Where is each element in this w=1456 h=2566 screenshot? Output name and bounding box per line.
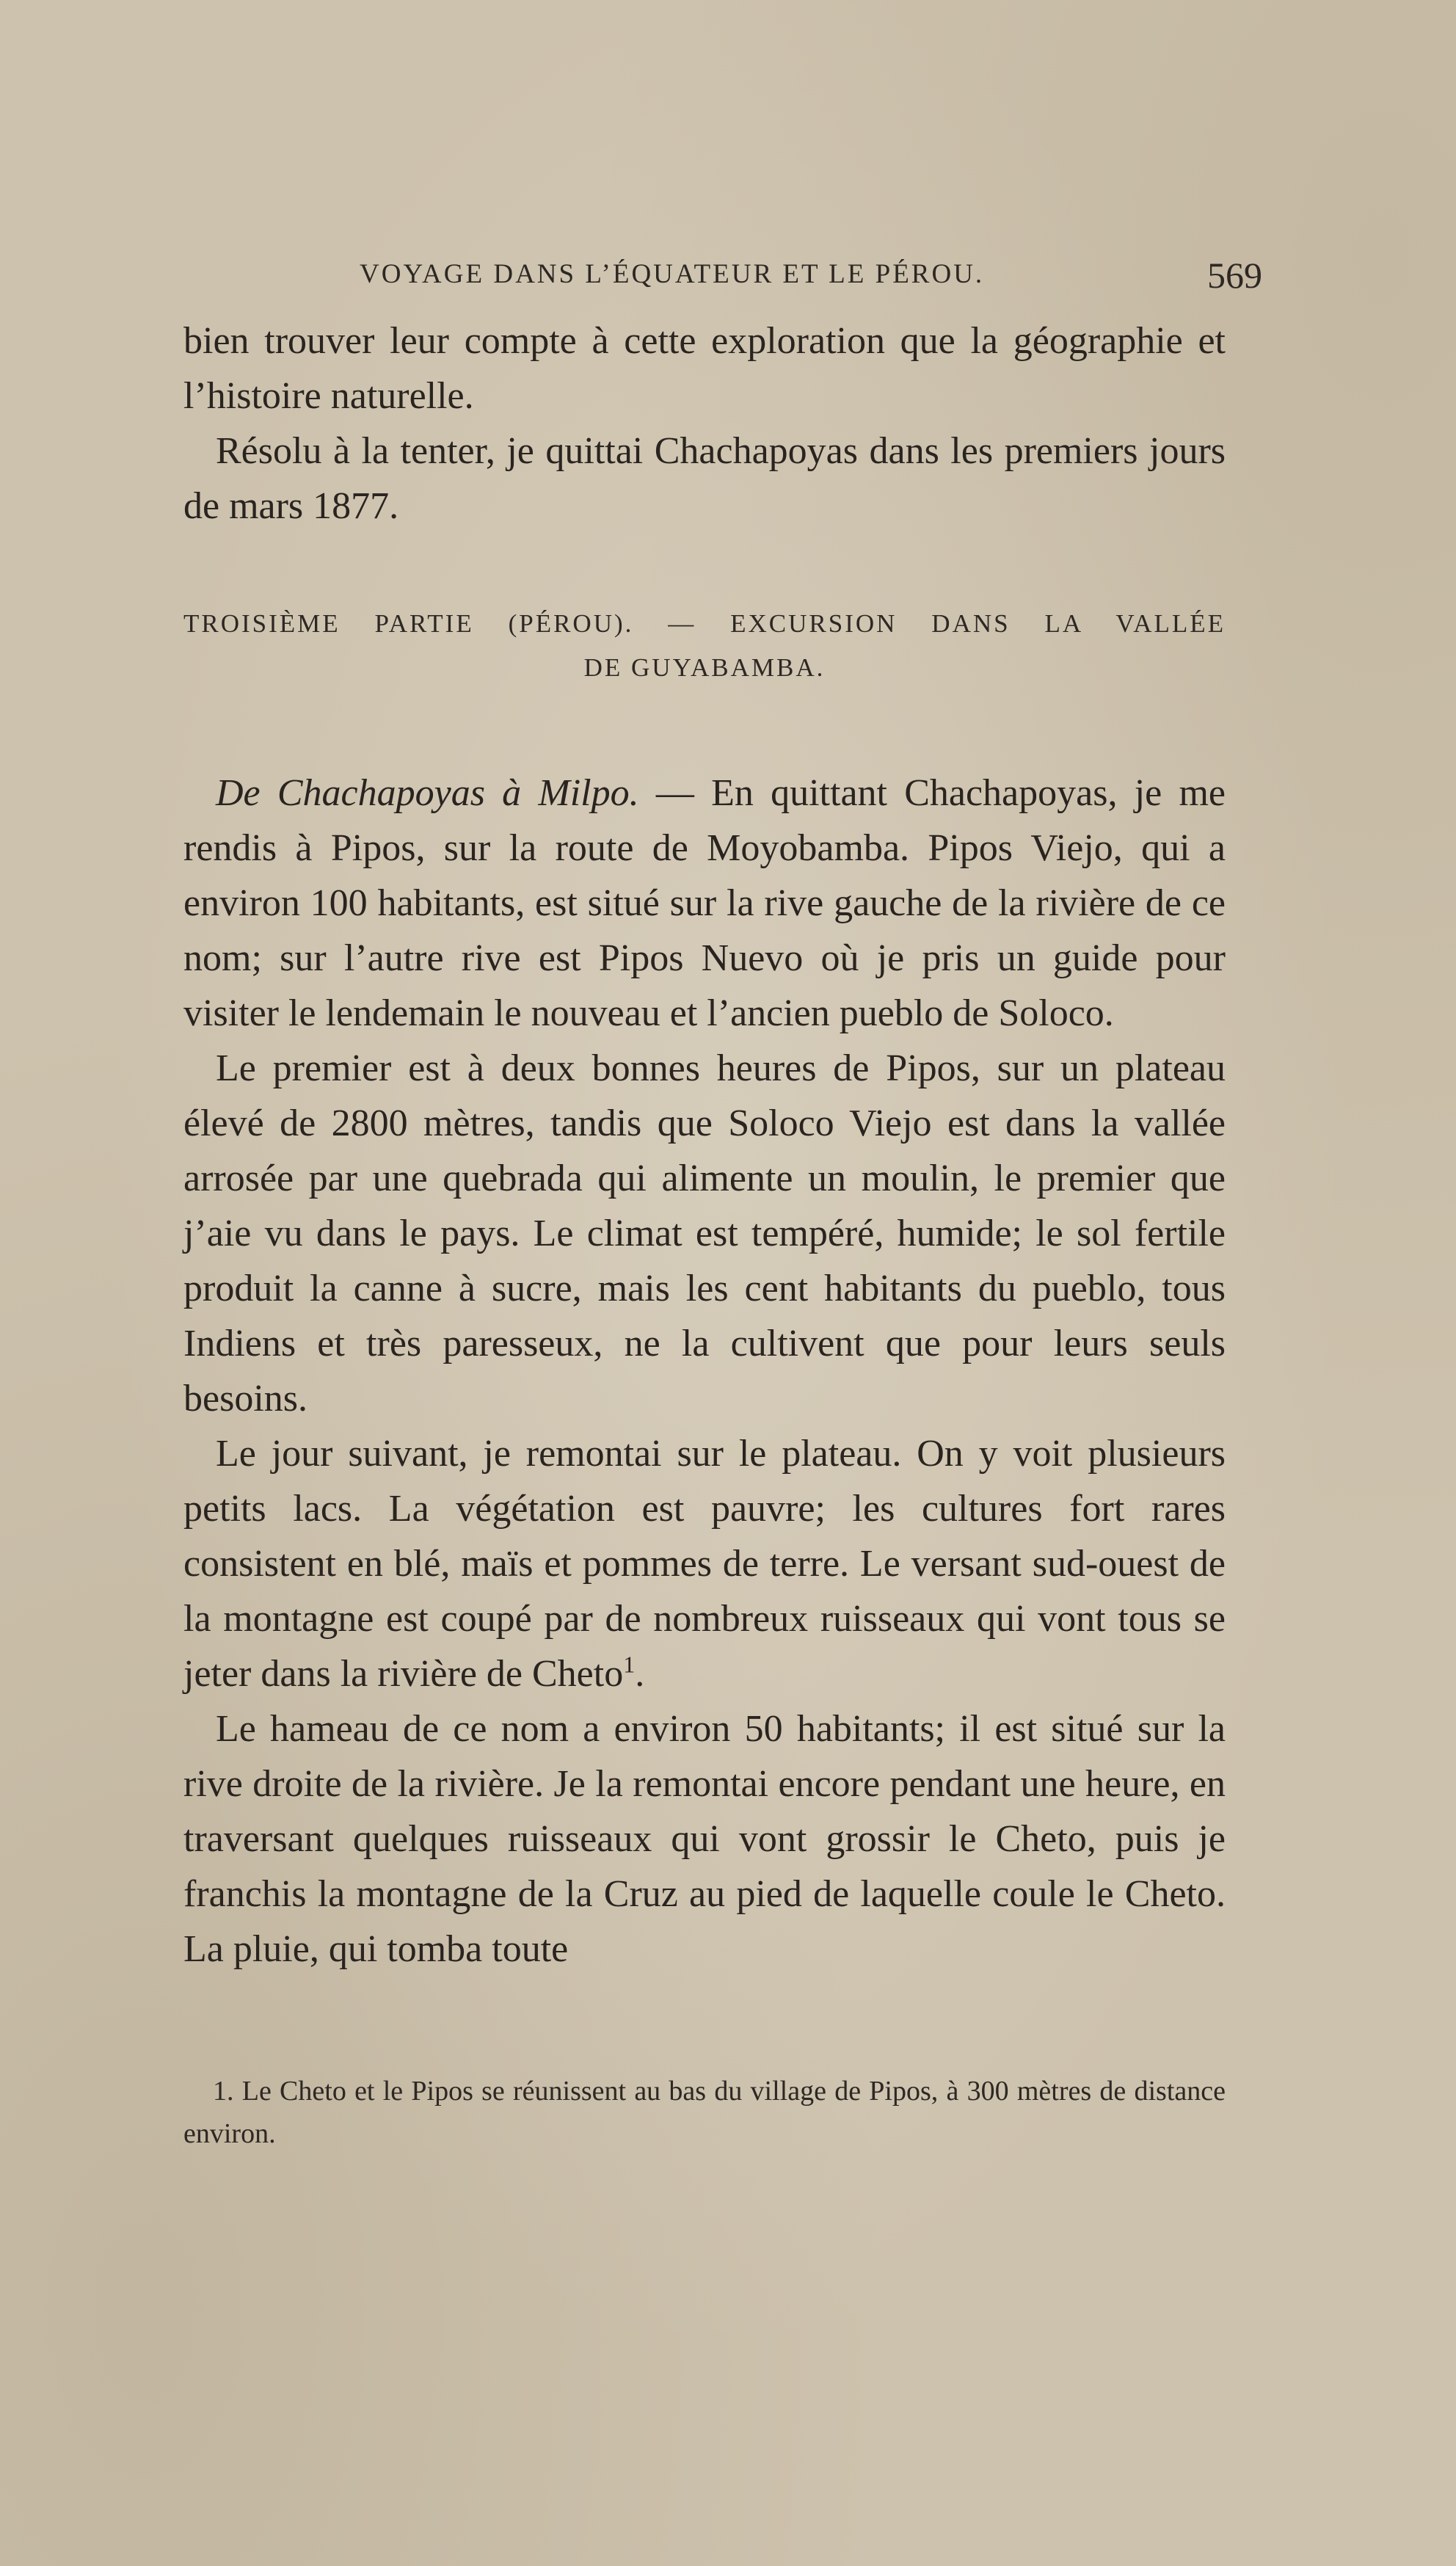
intro-paragraph-2: Résolu à la tenter, je quittai Chachapoyas dans les premiers jours de mars 1877. [183, 430, 1226, 527]
page-number: 569 [1207, 255, 1262, 296]
body-paragraph-1 [183, 766, 1226, 1041]
body-paragraph-1-text: — En quittant Chachapoyas, je me rendis à Pipos, sur la route de Moyobamba. Pipos Viejo, qui a environ 100 habitants, est situé sur la rive gauche de la rivière de ce nom; sur l’autre rive est Pipos Nuevo où je pris un guide pour visiter le lendemain le nouveau et l’ancien pueblo de Soloco. [183, 772, 1226, 1034]
body-paragraph-3-end: . [635, 1653, 645, 1695]
intro-paragraph-1: bien trouver leur compte à cette exploration que la géographie et l’histoire naturelle. [183, 320, 1226, 417]
section-heading-line-1: TROISIÈME PARTIE (PÉROU). — EXCURSION DANS LA VALLÉE [183, 609, 1226, 638]
subsection-title: De Chachapoyas à Milpo. [216, 772, 639, 814]
body-paragraph-4: Le hameau de ce nom a environ 50 habitants; il est situé sur la rive droite de la rivière. Je la remontai encore pendant une heure, en traversant quelques ruisseaux qui vont grossir le Cheto, puis je franchis la montagne de la Cruz au pied de laquelle coule le Cheto. La pluie, qui tomba toute [183, 1708, 1226, 1970]
body-paragraph-3 [183, 1426, 1226, 1701]
main-text [183, 766, 1226, 1977]
section-heading-line-2: DE GUYABAMBA. [583, 653, 826, 682]
running-title: VOYAGE DANS L’ÉQUATEUR ET LE PÉROU. [360, 259, 985, 289]
intro-text [183, 313, 1226, 534]
running-head [183, 255, 1262, 302]
footnote-text: 1. Le Cheto et le Pipos se réunissent au bas du village de Pipos, à 300 mètres de distance environ. [183, 2076, 1226, 2149]
footnote [183, 2070, 1226, 2155]
body-paragraph-2: Le premier est à deux bonnes heures de Pipos, sur un plateau élevé de 2800 mètres, tandis que Soloco Viejo est dans la vallée arrosée par une quebrada qui alimente un moulin, le premier que j’aie vu dans le pays. Le climat est tempéré, humide; le sol fertile produit la canne à sucre, mais les cent habitants du pueblo, tous Indiens et très paresseux, ne la cultivent que pour leurs seuls besoins. [183, 1047, 1226, 1420]
section-heading [183, 602, 1226, 690]
body-paragraph-3-text: Le jour suivant, je remontai sur le plateau. On y voit plusieurs petits lacs. La végétation est pauvre; les cultures fort rares consistent en blé, maïs et pommes de terre. Le versant sud-ouest de la montagne est coupé par de nombreux ruisseaux qui vont tous se jeter dans la rivière de Cheto [183, 1433, 1226, 1695]
footnote-marker: 1 [623, 1651, 636, 1678]
